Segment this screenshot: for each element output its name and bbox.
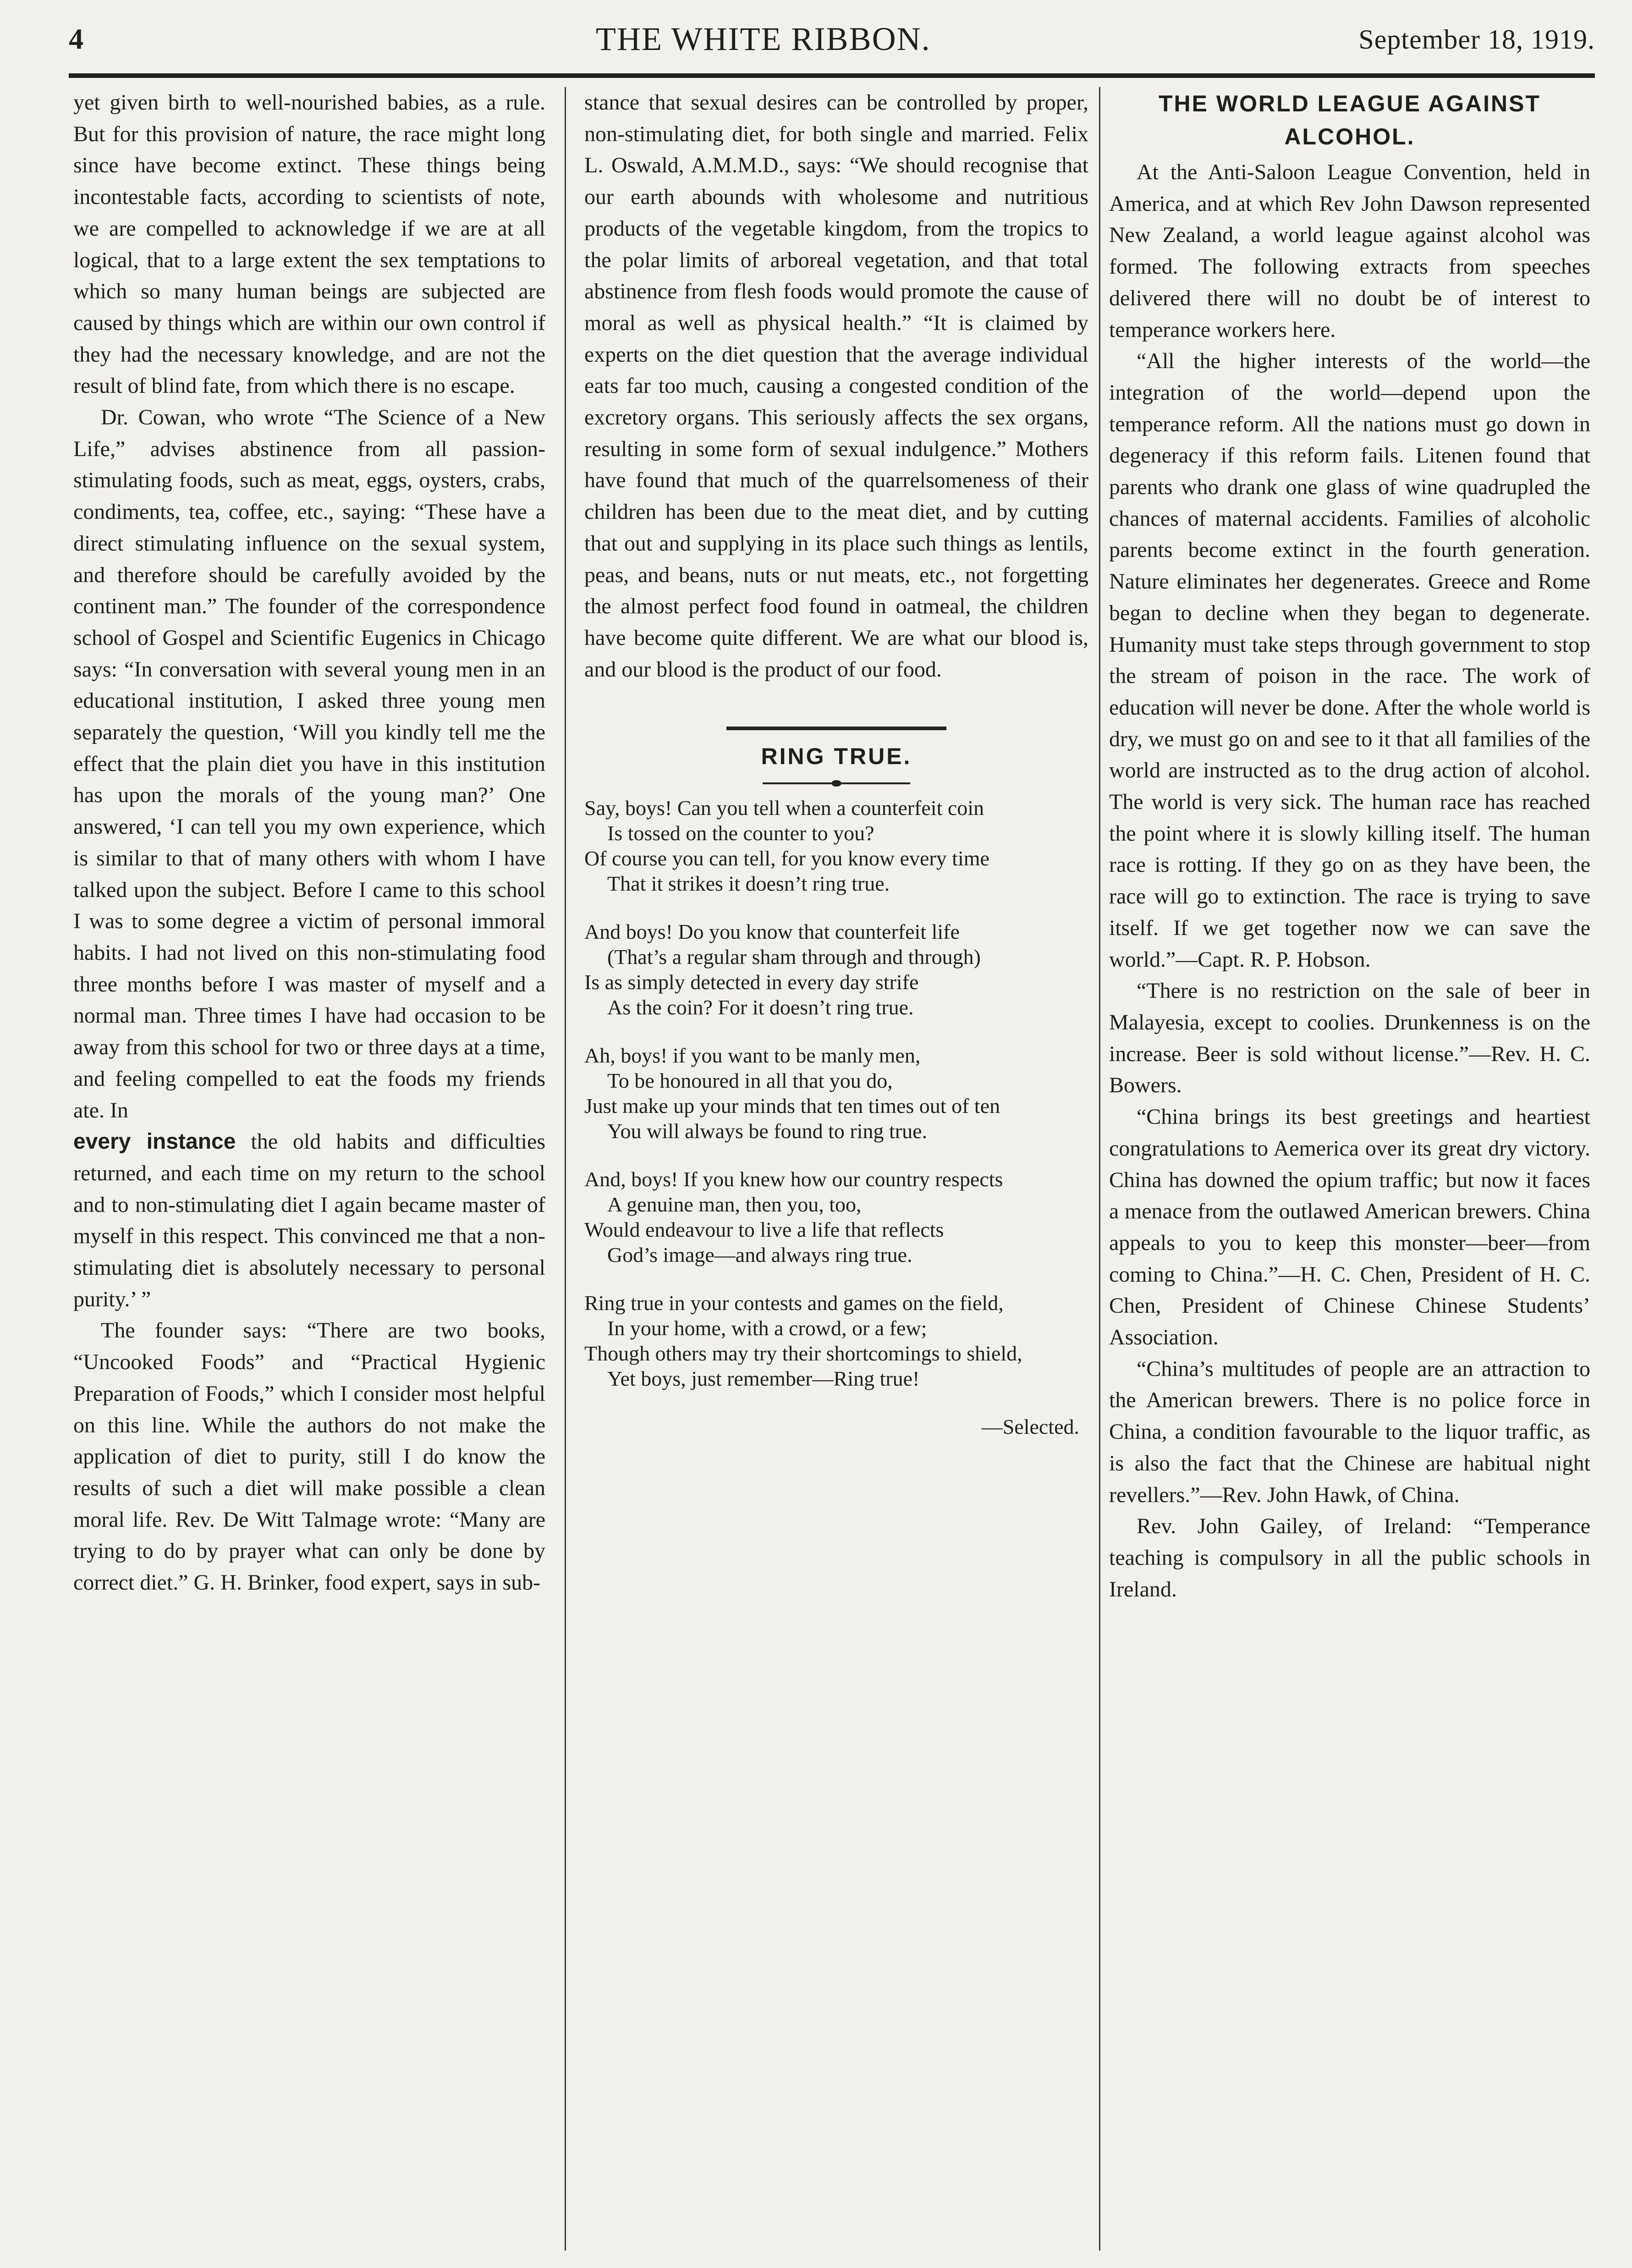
poem-line: Though others may try their shortcomings to shield,: [584, 1342, 1022, 1365]
col1-paragraph: yet given birth to well-nourished babies, as a rule. But for this provision of nature, the race might long since have become extinct. These things being incontestable facts, according to scientists of note, we are compelled to acknowledge if we are at all logical, that to a large extent the sex temptations to which so many human beings are subjected are caused by things which are within our own control if they had the necessary knowledge, and are not the result of blind fate, from which there is no escape.: [73, 90, 545, 398]
poem-line: Just make up your minds that ten times out of ten: [584, 1094, 1000, 1118]
poem-line: Say, boys! Can you tell when a counterfeit coin: [584, 796, 984, 820]
poem-line: Is tossed on the counter to you?: [607, 821, 874, 845]
page-number: 4: [69, 22, 83, 55]
col1-paragraph: The founder says: “There are two books, “Uncooked Foods” and “Practical Hygienic Preparation of Foods,” which I consider most helpful on this line. While the authors do not make the application of diet to purity, still I do know the results of such a diet will make possible a clean moral life. Rev. De Witt Talmage wrote: “Many are trying to do by prayer what can only be done by correct diet.” G. H. Brinker, food expert, says in sub-: [73, 1318, 545, 1595]
column-divider-1: [565, 87, 566, 2251]
col3-paragraph: At the Anti-Saloon League Convention, held in America, and at which Rev John Dawson represented New Zealand, a world league against alcohol was formed. The following extracts from speeches delivered there will no doubt be of interest to temperance workers here.: [1109, 160, 1590, 342]
issue-date: September 18, 1919.: [1358, 24, 1595, 55]
poem-stanza: [584, 1167, 1088, 1267]
col3-paragraph: Rev. John Gailey, of Ireland: “Temperance teaching is compulsory in all the public schools in Ireland.: [1109, 1514, 1590, 1602]
header-rule: [69, 73, 1595, 78]
poem-line: Ah, boys! if you want to be manly men,: [584, 1044, 921, 1068]
column-divider-2: [1099, 87, 1100, 2251]
poem-stanza: [584, 795, 1088, 896]
col1-paragraph-text: the old habits and difficulties returned, and each time on my return to the school and to non-stimulating diet I again became master of myself in this respect. This convinced me that a non-stimulating diet is absolutely necessary to personal purity.’ ”: [73, 1129, 545, 1311]
col1-paragraph: Dr. Cowan, who wrote “The Science of a New Life,” advises abstinence from all passion-stimulating foods, such as meat, eggs, oysters, crabs, condiments, tea, coffee, etc., saying: “These have a direct stimulating influence on the sexual system, and therefore should be carefully avoided by the continent man.” The founder of the correspondence school of Gospel and Scientific Eugenics in Chicago says: “In conversation with several young men in an educational institution, I asked three young men separately the question, ‘Will you kindly tell me the effect that the plain diet you have in this institution has upon the morals of the young man?’ One answered, ‘I can tell you my own experience, which is similar to that of many others with whom I have talked upon the subject. Before I came to this school I was to some degree a victim of personal immoral habits. I had not lived on this non-stimulating food three months before I was master of myself and a normal man. Three times I have had occasion to be away from this school for two or three days at a time, and feeling compelled to eat the foods my friends ate. In: [73, 405, 545, 1123]
poem-signature: —Selected.: [981, 1415, 1079, 1439]
poem-line: To be honoured in all that you do,: [607, 1069, 893, 1093]
col1-paragraph-continued: [73, 1126, 545, 1315]
poem-line: In your home, with a crowd, or a few;: [607, 1316, 927, 1340]
poem-line: And boys! Do you know that counterfeit life: [584, 920, 960, 944]
poem-line: And, boys! If you knew how our country respects: [584, 1167, 1003, 1191]
poem-line: Would endeavour to live a life that reflects: [584, 1218, 944, 1242]
poem-line: You will always be found to ring true.: [607, 1119, 928, 1143]
poem-line: A genuine man, then you, too,: [607, 1193, 862, 1217]
column-3: [1109, 87, 1590, 2241]
poem-line: God’s image—and always ring true.: [607, 1243, 912, 1267]
article-title: THE WORLD LEAGUE AGAINST ALCOHOL.: [1158, 91, 1541, 149]
poem-line: Yet boys, just remember—Ring true!: [607, 1367, 920, 1391]
poem-line: Ring true in your contests and games on the field,: [584, 1291, 1004, 1315]
poem-line: Of course you can tell, for you know every time: [584, 847, 989, 870]
title-ornament: [584, 772, 1088, 791]
poem-stanza: [584, 919, 1088, 1020]
column-1: [73, 87, 545, 2241]
poem-stanza: [584, 1043, 1088, 1144]
poem-line: As the coin? For it doesn’t ring true.: [607, 996, 914, 1019]
poem-line: (That’s a regular sham through and through): [607, 945, 981, 969]
col3-paragraph: “All the higher interests of the world—the integration of the world—depend upon the temperance reform. All the nations must go down in degeneracy if this reform fails. Litenen found that parents who drank one glass of wine quadrupled the chances of maternal accidents. Families of alcoholic parents become extinct in the fourth generation. Nature eliminates her degenerates. Greece and Rome began to decline when they began to degenerate. Humanity must take steps through government to stop the stream of poison in the race. The work of education will never be done. After the whole world is dry, we must go on and see to it that all families of the world are instructed as to the drug action of alcohol. The world is very sick. The human race has reached the point where it is slowly killing itself. The human race is rotting. If they go on as they have been, the race will go to extinction. The race is trying to save itself. If we get together now we can save the world.”—Capt. R. P. Hobson.: [1109, 349, 1590, 972]
newspaper-title: THE WHITE RIBBON.: [596, 21, 931, 57]
column-2: [584, 87, 1088, 2241]
col3-paragraph: “There is no restriction on the sale of beer in Malayesia, except to coolies. Drunkenness is on the increase. Beer is sold without license.”—Rev. H. C. Bowers.: [1109, 979, 1590, 1098]
emphasis-text: every instance: [73, 1129, 236, 1154]
poem-stanza: [584, 1290, 1088, 1391]
col2-paragraph: stance that sexual desires can be controlled by proper, non-stimulating diet, for both single and married. Felix L. Oswald, A.M.M.D., says: “We should recognise that our earth abounds with wholesome and nutritious products of the vegetable kingdom, from the tropics to the polar limits of arboreal vegetation, and that total abstinence from flesh foods would promote the cause of moral as well as physical health.” “It is claimed by experts on the diet question that the average individual eats far too much, causing a congested condition of the excretory organs. This seriously affects the sex organs, resulting in some form of sexual indulgence.” Mothers have found that much of the quarrelsomeness of their children has been due to the meat diet, and by cutting that out and supplying in its place such things as lentils, peas, and beans, nuts or nut meats, etc., not forgetting the almost perfect food found in oatmeal, the children have become quite different. We are what our blood is, and our blood is the product of our food.: [584, 90, 1088, 682]
poem-title: RING TRUE.: [761, 743, 912, 770]
col3-paragraph: “China’s multitudes of people are an attraction to the American brewers. There is no police force in China, a condition favourable to the liquor traffic, as is also the fact that the Chinese are habitual night revellers.”—Rev. John Hawk, of China.: [1109, 1356, 1590, 1507]
poem-body: [584, 795, 1088, 1439]
section-separator: [726, 727, 946, 730]
poem-line: That it strikes it doesn’t ring true.: [607, 872, 890, 896]
poem-line: Is as simply detected in every day strife: [584, 970, 919, 994]
col3-paragraph: “China brings its best greetings and heartiest congratulations to Aemerica over its great dry victory. China has downed the opium traffic; but now it faces a menace from the outlawed American brewers. China appeals to you to keep this monster—beer—from coming to China.”—H. C. Chen, President of H. C. Chen, President of Chinese Chinese Students’ Association.: [1109, 1105, 1590, 1350]
page-header: [69, 17, 1595, 68]
